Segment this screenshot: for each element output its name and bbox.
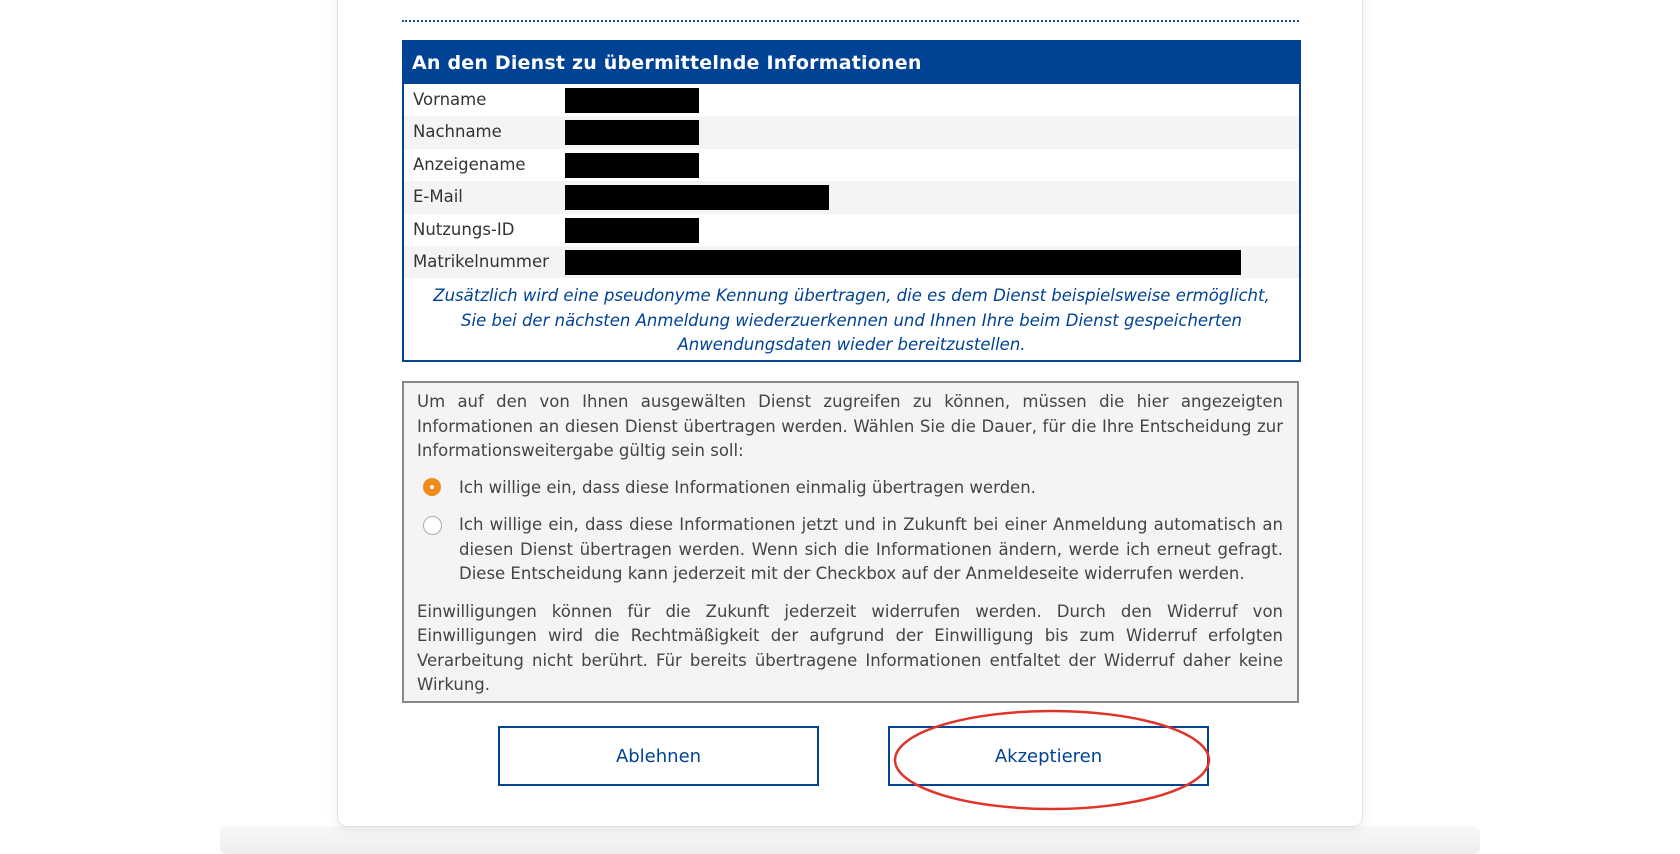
consent-option-label: Ich willige ein, dass diese Informationen einmalig übertragen werden. (459, 477, 1036, 497)
attribute-label: Anzeigename (413, 154, 526, 174)
attribute-info-box (402, 40, 1301, 362)
redacted-value (565, 120, 699, 145)
attribute-label: E-Mail (413, 187, 463, 207)
attribute-row-anzeigename (404, 149, 1299, 181)
radio-unselected-icon[interactable] (423, 516, 442, 535)
radio-selected-icon[interactable] (423, 478, 441, 496)
attribute-label: Matrikelnummer (413, 251, 549, 271)
redacted-value (565, 218, 699, 243)
dotted-separator (402, 20, 1299, 22)
attribute-label: Vorname (413, 90, 487, 109)
redacted-value (565, 153, 699, 178)
attribute-row-vorname (404, 84, 1299, 116)
consent-option-once[interactable] (417, 476, 1283, 501)
revocation-notice: Einwilligungen können für die Zukunft jederzeit widerrufen werden. Durch den Widerruf von Einwilligungen wird die Rechtmäßigkeit der aufgrund der Einwilligung bis zum Widerruf erfolgten Verarbeitung nicht berührt. Für bereits übertragene Informationen entfaltet der Widerruf daher keine Wirkung. (417, 601, 1283, 694)
consent-duration-box (402, 381, 1299, 703)
reject-button[interactable]: Ablehnen (498, 726, 819, 786)
attribute-row-nachname (404, 116, 1299, 148)
redacted-value (565, 185, 829, 210)
consent-option-always[interactable] (417, 513, 1283, 587)
page-footer-shade (220, 826, 1480, 854)
attribute-row-matrikelnummer (404, 246, 1299, 278)
attribute-row-nutzungs-id (404, 214, 1299, 246)
pseudonym-note: Zusätzlich wird eine pseudonyme Kennung übertragen, die es dem Dienst beispielsweise ermöglicht, Sie bei der nächsten Anmeldung wiederzuerkennen und Ihnen Ihre beim Dienst gespeicherten Anwendungsdaten wieder bereitzustellen. (433, 286, 1270, 355)
attribute-label: Nutzungs-ID (413, 219, 515, 239)
redacted-value (565, 88, 699, 113)
accept-button[interactable]: Akzeptieren (888, 726, 1209, 786)
consent-intro-text: Um auf den von Ihnen ausgewälten Dienst zugreifen zu können, müssen die hier angezeigten Informationen an diesen Dienst übertragen werden. Wählen Sie die Dauer, für die Ihre Entscheidung zur Informationsweitergabe gültig sein soll: (417, 392, 1283, 460)
consent-option-label: Ich willige ein, dass diese Informationen jetzt und in Zukunft bei einer Anmeldung automatisch an diesen Dienst übertragen werden. Wenn sich die Informationen ändern, werde ich erneut gefragt. Diese Entscheidung kann jederzeit mit der Checkbox auf der Anmeldeseite widerrufen werden. (459, 515, 1283, 583)
info-box-title: An den Dienst zu übermittelnde Informationen (404, 42, 1299, 84)
attribute-row-email (404, 181, 1299, 213)
redacted-value (565, 250, 1241, 275)
attribute-label: Nachname (413, 122, 502, 142)
